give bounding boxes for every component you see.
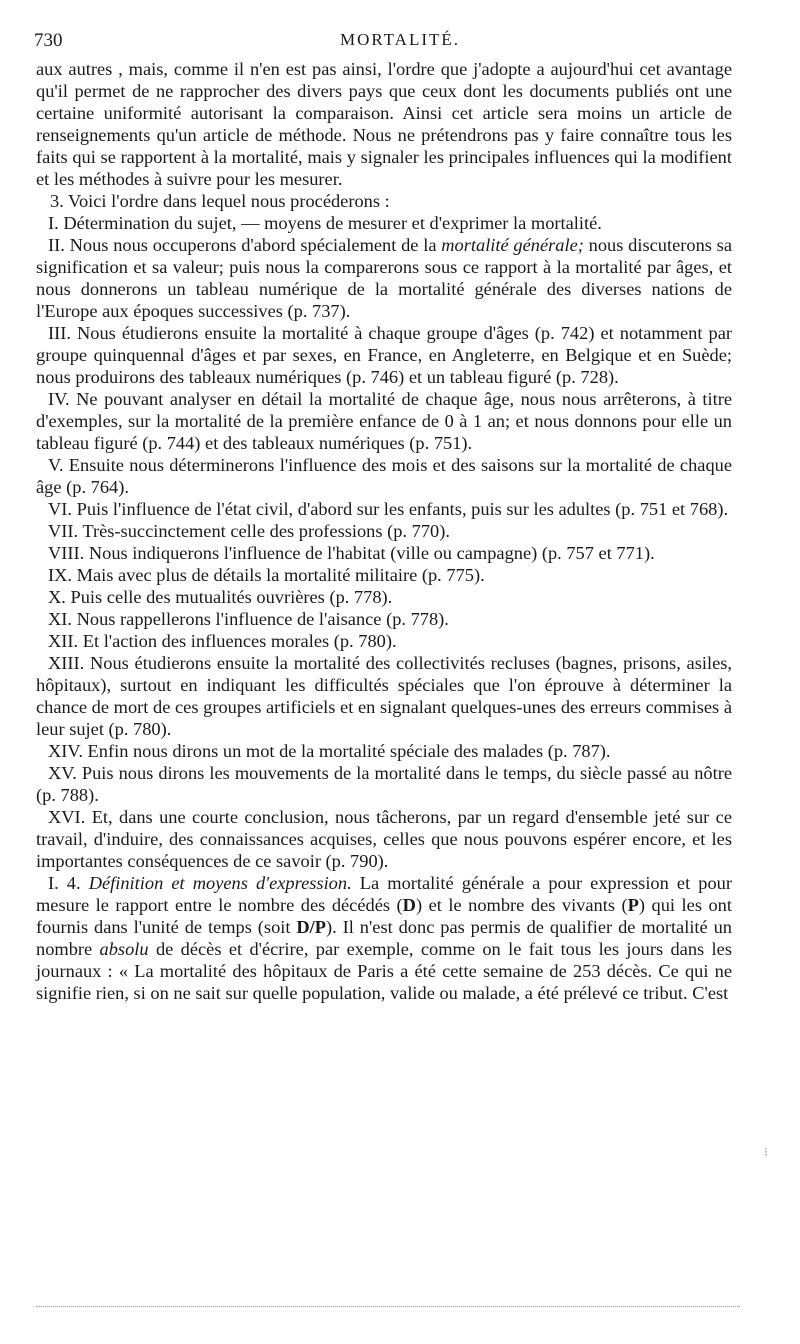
item-number: III. [48,323,71,343]
list-item [36,740,732,762]
item-text: Nous indiquerons l'influence de l'habitat (ville ou campagne) (p. 757 et 771). [88,543,655,563]
list-item [36,542,732,564]
item-text: Détermination du sujet, — moyens de mesurer et d'exprimer la mortalité. [63,213,602,233]
item-text: Mais avec plus de détails la mortalité militaire (p. 775). [76,565,485,585]
list-item [36,322,732,388]
item-text: Nous nous occuperons d'abord spécialement de la [69,235,442,255]
list-item [36,454,732,498]
page-header [34,30,766,56]
item-text: Nous étudierons ensuite la mortalité à chaque groupe d'âges (p. 742) et notamment par groupe quinquennal d'âges et par sexes, en France, en Angleterre, en Belgique et en Suède; nous produirons des tableaux numériques (p. 746) et un tableau figuré (p. 728). [36,323,732,387]
item-text: Et l'action des influences morales (p. 780). [82,631,397,651]
item-text: Nous étudierons ensuite la mortalité des collectivités recluses (bagnes, prisons, asiles, hôpitaux), surtout en indiquant les difficultés spéciales que l'on éprouve à déterminer la chance de mort de ces groupes artificiels et en signalant quelques-unes des erreurs commises à leur sujet (p. 780). [36,653,732,739]
item-text: Et, dans une courte conclusion, nous tâcherons, par un regard d'ensemble jeté sur ce travail, d'induire, des connaissances acquises, celles que nous pouvons espérer encore, et les importantes conséquences de ce savoir (p. 790). [36,807,732,871]
list-item [36,564,732,586]
list-item [36,520,732,542]
item-number: XII. [48,631,79,651]
item-text: Nous rappellerons l'influence de l'aisance (p. 778). [76,609,449,629]
section-number: I. 4. [48,873,81,893]
list-item [36,806,732,872]
margin-mark: ⁝ [764,1145,768,1159]
item-number: I. [48,213,59,233]
emphasis-absolu: absolu [99,939,149,959]
item-text: Enfin nous dirons un mot de la mortalité spéciale des malades (p. 787). [87,741,611,761]
running-title: MORTALITÉ. [339,30,461,49]
item-number: VIII. [48,543,85,563]
section-paragraph [36,872,732,1004]
paragraph: aux autres , mais, comme il n'en est pas ainsi, l'ordre que j'adopte a aujourd'hui cet avantage qu'il permet de ne rapprocher des divers pays que ceux dont les documents publiés ont une certaine uniformité autorisant la comparaison. Ainsi cet article sera moins un article de renseignements qu'un article de méthode. Nous ne prétendrons pas y faire connaître tous les faits qui se rapportent à la mortalité, mais y signaler les principales influences qui la modifient et les méthodes à suivre pour les mesurer. [36,59,732,189]
item-text: Ensuite nous déterminerons l'influence des mois et des saisons sur la mortalité de chaque âge (p. 764). [36,455,733,497]
item-text: nous discuterons sa signification et sa valeur; puis nous la comparerons sous ce rapport à la mortalité par âges, et nous donnerons un tableau numérique de la mortalité générale des diverses nations de l'Europe aux époques successives (p. 737). [36,235,732,321]
item-text: Très-succinctement celle des professions (p. 770). [82,521,450,541]
symbol-p: P [627,895,639,915]
item-number: VI. [48,499,73,519]
item-number: XVI. [48,807,86,827]
item-number: II. [48,235,65,255]
item-number: VII. [48,521,79,541]
section-text: ) et le nombre des vivants ( [415,895,628,915]
list-item [36,234,732,322]
section-text: ) qui les ont fournis dans l'unité de temps (soit [36,895,732,937]
section-text: de décès et d'écrire, par exemple, comme on le fait tous les jours dans les journaux : « La mortalité des hôpitaux de Paris a été cette semaine de 253 décès. Ce qui ne signifie rien, si on ne sait sur quelle population, valide ou malade, a été prélevé ce tribut. C'est [36,939,732,1003]
item-number: XI. [48,609,73,629]
list-item [36,652,732,740]
list-item [36,630,732,652]
list-item [36,388,732,454]
paragraph: 3. Voici l'ordre dans lequel nous procéderons : [50,191,390,211]
item-number: IV. [48,389,70,409]
item-number: XV. [48,763,77,783]
list-item [36,586,732,608]
section-text: ). Il n'est donc pas permis de qualifier de mortalité un nombre [36,917,732,959]
item-text: Puis nous dirons les mouvements de la mortalité dans le temps, du siècle passé au nôtre (p. 788). [36,763,732,805]
symbol-d: D [402,895,416,915]
symbol-ratio: D/P [296,917,327,937]
item-text: Ne pouvant analyser en détail la mortalité de chaque âge, nous nous arrêterons, à titre d'exemples, sur la mortalité de la première enfance de 0 à 1 an; et nous donnons pour elle un tableau figuré (p. 744) et des tableaux numériques (p. 751). [36,389,732,453]
list-item [36,762,732,806]
item-emphasis: mortalité générale; [441,235,584,255]
list-item [36,608,732,630]
body-text [36,58,732,1004]
item-text: Puis l'influence de l'état civil, d'abord sur les enfants, puis sur les adultes (p. 751 et 768). [76,499,729,519]
item-text: Puis celle des mutualités ouvrières (p. 778). [70,587,393,607]
footer-rule [36,1306,740,1307]
list-item [36,498,732,520]
item-number: XIII. [48,653,85,673]
section-heading: Définition et moyens d'expression. [88,873,352,893]
item-number: X. [48,587,66,607]
item-number: IX. [48,565,73,585]
item-number: V. [48,455,64,475]
list-item [36,212,732,234]
item-number: XIV. [48,741,83,761]
page-number: 730 [34,30,63,51]
section-text: La mortalité générale a pour expression et pour mesure le rapport entre le nombre des décédés ( [36,873,732,915]
